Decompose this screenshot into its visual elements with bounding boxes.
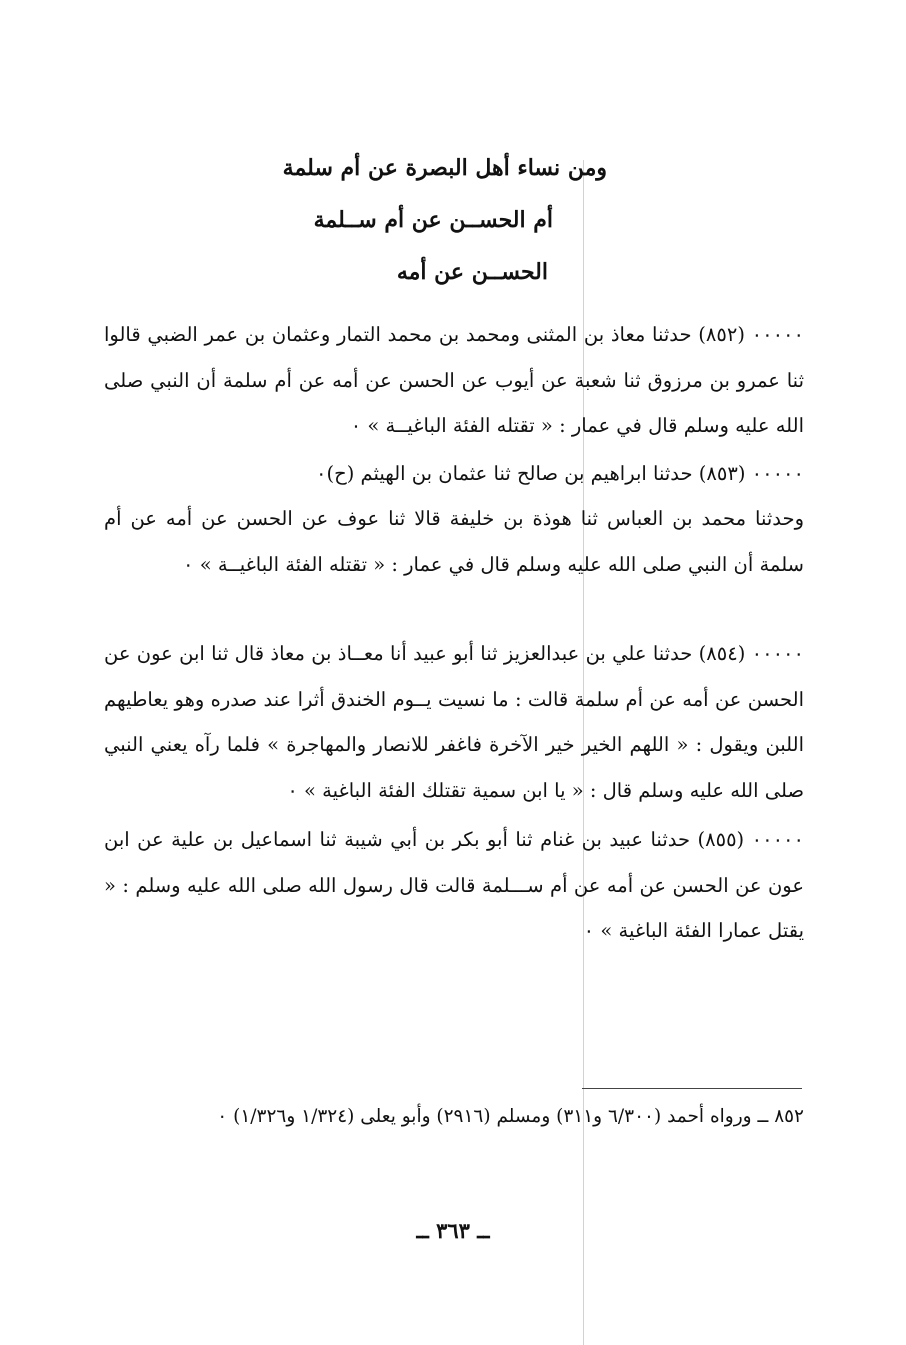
section-heading (0, 142, 607, 194)
hadith-852: ٠٠٠٠٠ (٨٥٢) حدثنا معاذ بن المثنى ومحمد بن محمد التمار وعثمان بن عمر الضبي قالوا ثنا عمرو بن مرزوق ثنا شعبة عن أيوب عن الحسن عن أمه عن أم سلمة أن النبي صلى الله عليه وسلم قال في عمار : « تقتله الفئة الباغيــة » ٠ (104, 323, 805, 437)
chain-heading (0, 246, 548, 298)
subsection-heading-text: أم الحســن عن أم ســلمة (313, 207, 553, 233)
hadith-body (104, 312, 804, 954)
subsection-heading (0, 194, 553, 246)
footnote: ٨٥٢ ــ ورواه أحمد (٦/٣٠٠ و٣١١) ومسلم (٢٩١٦) وأبو يعلى (١/٣٢٤ و١/٣٢٦) ٠ (217, 1106, 804, 1127)
hadith-853-continuation: وحدثنا محمد بن العباس ثنا هوذة بن خليفة قالا ثنا عوف عن الحسن عن أمه عن أم سلمة أن النبي صلى الله عليه وسلم قال في عمار : « تقتله الفئة الباغيــة » ٠ (104, 507, 804, 576)
section-headings (0, 142, 906, 298)
footnote-divider (582, 1088, 802, 1089)
hadith-854: ٠٠٠٠٠ (٨٥٤) حدثنا علي بن عبدالعزيز ثنا أبو عبيد أنا معــاذ بن معاذ قال ثنا ابن عون عن الحسن عن أمه عن أم سلمة قالت : ما نسيت يــوم الخندق أثرا عند صدره وهو يعاطيهم اللبن ويقول : « اللهم الخير خير الآخرة فاغفر للانصار والمهاجرة » فلما رآه يعني النبي صلى الله عليه وسلم قال : « يا ابن سمية تقتلك الفئة الباغية » ٠ (104, 642, 804, 802)
chain-heading-text: الحســن عن أمه (396, 259, 548, 285)
section-heading-text: ومن نساء أهل البصرة عن أم سلمة (282, 155, 607, 181)
page-number: ــ ٣٦٣ ــ (416, 1218, 490, 1243)
hadith-855: ٠٠٠٠٠ (٨٥٥) حدثنا عبيد بن غنام ثنا أبو بكر بن أبي شيبة ثنا اسماعيل بن علية عن ابن عون عن الحسن عن أمه عن أم ســـلمة قالت قال رسول الله صلى الله عليه وسلم : « يقتل عمارا الفئة الباغية » ٠ (104, 828, 804, 942)
hadith-853: ٠٠٠٠٠ (٨٥٣) حدثنا ابراهيم بن صالح ثنا عثمان بن الهيثم (ح)٠ (316, 461, 804, 485)
